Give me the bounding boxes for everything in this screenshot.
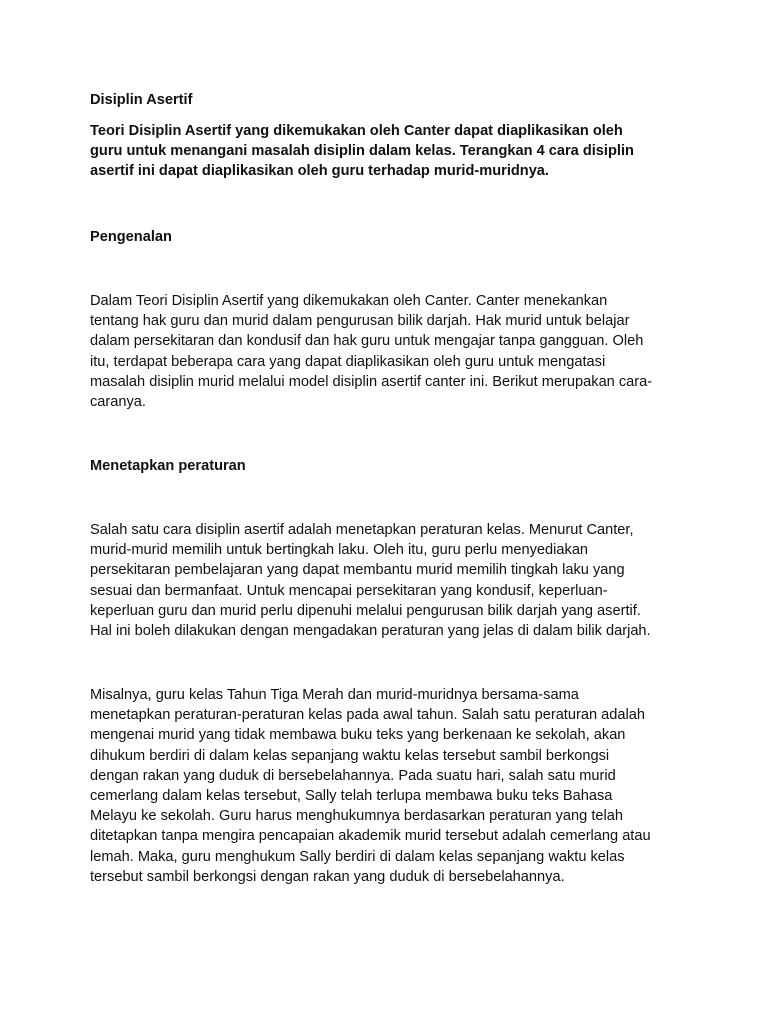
paragraph-line: masalah disiplin murid melalui model disiplin asertif canter ini. Berikut merupakan cara- xyxy=(90,373,653,390)
document-title: Disiplin Asertif xyxy=(90,92,193,108)
paragraph-line: Melayu ke sekolah. Guru harus menghukumnya berdasarkan peraturan yang telah xyxy=(90,808,623,825)
paragraph-line: menetapkan peraturan-peraturan kelas pada awal tahun. Salah satu peraturan adalah xyxy=(90,707,645,724)
paragraph-line: caranya. xyxy=(90,394,146,411)
paragraph-line: mengenai murid yang tidak membawa buku teks yang berkenaan ke sekolah, akan xyxy=(90,727,626,744)
paragraph-menetapkan-1 xyxy=(90,520,651,641)
paragraph-line: tersebut sambil berkongsi dengan rakan yang duduk di bersebelahannya. xyxy=(90,868,565,885)
paragraph-pengenalan xyxy=(90,291,652,412)
question-line: guru untuk menangani masalah disiplin dalam kelas. Terangkan 4 cara disiplin xyxy=(90,143,634,160)
paragraph-line: persekitaran pembelajaran yang dapat membantu murid memilih tingkah laku yang xyxy=(90,562,625,579)
paragraph-line: tentang hak guru dan murid dalam pengurusan bilik darjah. Hak murid untuk belajar xyxy=(90,313,630,330)
paragraph-line: sesuai dan bermanfaat. Untuk mencapai persekitaran yang kondusif, keperluan- xyxy=(90,582,608,599)
paragraph-line: ditetapkan tanpa mengira pencapaian akademik murid tersebut adalah cemerlang atau xyxy=(90,828,651,845)
paragraph-line: murid-murid memilih untuk bertingkah laku. Oleh itu, guru perlu menyediakan xyxy=(90,542,589,559)
paragraph-line: dengan rakan yang duduk di bersebelahannya. Pada suatu hari, salah satu murid xyxy=(90,767,616,784)
question-line: asertif ini dapat diaplikasikan oleh guru terhadap murid-muridnya. xyxy=(90,163,549,180)
paragraph-menetapkan-2 xyxy=(90,685,651,887)
paragraph-line: keperluan guru dan murid perlu dipenuhi melalui pengurusan bilik darjah yang asertif. xyxy=(90,602,641,619)
paragraph-line: Hal ini boleh dilakukan dengan mengadakan peraturan yang jelas di dalam bilik darjah. xyxy=(90,623,651,640)
section-heading-menetapkan-peraturan: Menetapkan peraturan xyxy=(90,458,246,474)
question-text xyxy=(90,121,634,182)
paragraph-line: Misalnya, guru kelas Tahun Tiga Merah dan murid-muridnya bersama-sama xyxy=(90,687,579,703)
paragraph-line: lemah. Maka, guru menghukum Sally berdiri di dalam kelas sepanjang waktu kelas xyxy=(90,848,625,865)
paragraph-line: itu, terdapat beberapa cara yang dapat diaplikasikan oleh guru untuk mengatasi xyxy=(90,353,606,370)
paragraph-line: Dalam Teori Disiplin Asertif yang dikemukakan oleh Canter. Canter menekankan xyxy=(90,293,608,309)
section-heading-pengenalan: Pengenalan xyxy=(90,229,172,245)
paragraph-line: dihukum berdiri di dalam kelas sepanjang waktu kelas tersebut sambil berkongsi xyxy=(90,747,610,764)
paragraph-line: cemerlang dalam kelas tersebut, Sally telah terlupa membawa buku teks Bahasa xyxy=(90,788,613,805)
paragraph-line: dalam persekitaran dan kondusif dan hak guru untuk mengajar tanpa gangguan. Oleh xyxy=(90,333,644,350)
paragraph-line: Salah satu cara disiplin asertif adalah menetapkan peraturan kelas. Menurut Canter, xyxy=(90,522,634,538)
question-line: Teori Disiplin Asertif yang dikemukakan oleh Canter dapat diaplikasikan oleh xyxy=(90,123,623,139)
